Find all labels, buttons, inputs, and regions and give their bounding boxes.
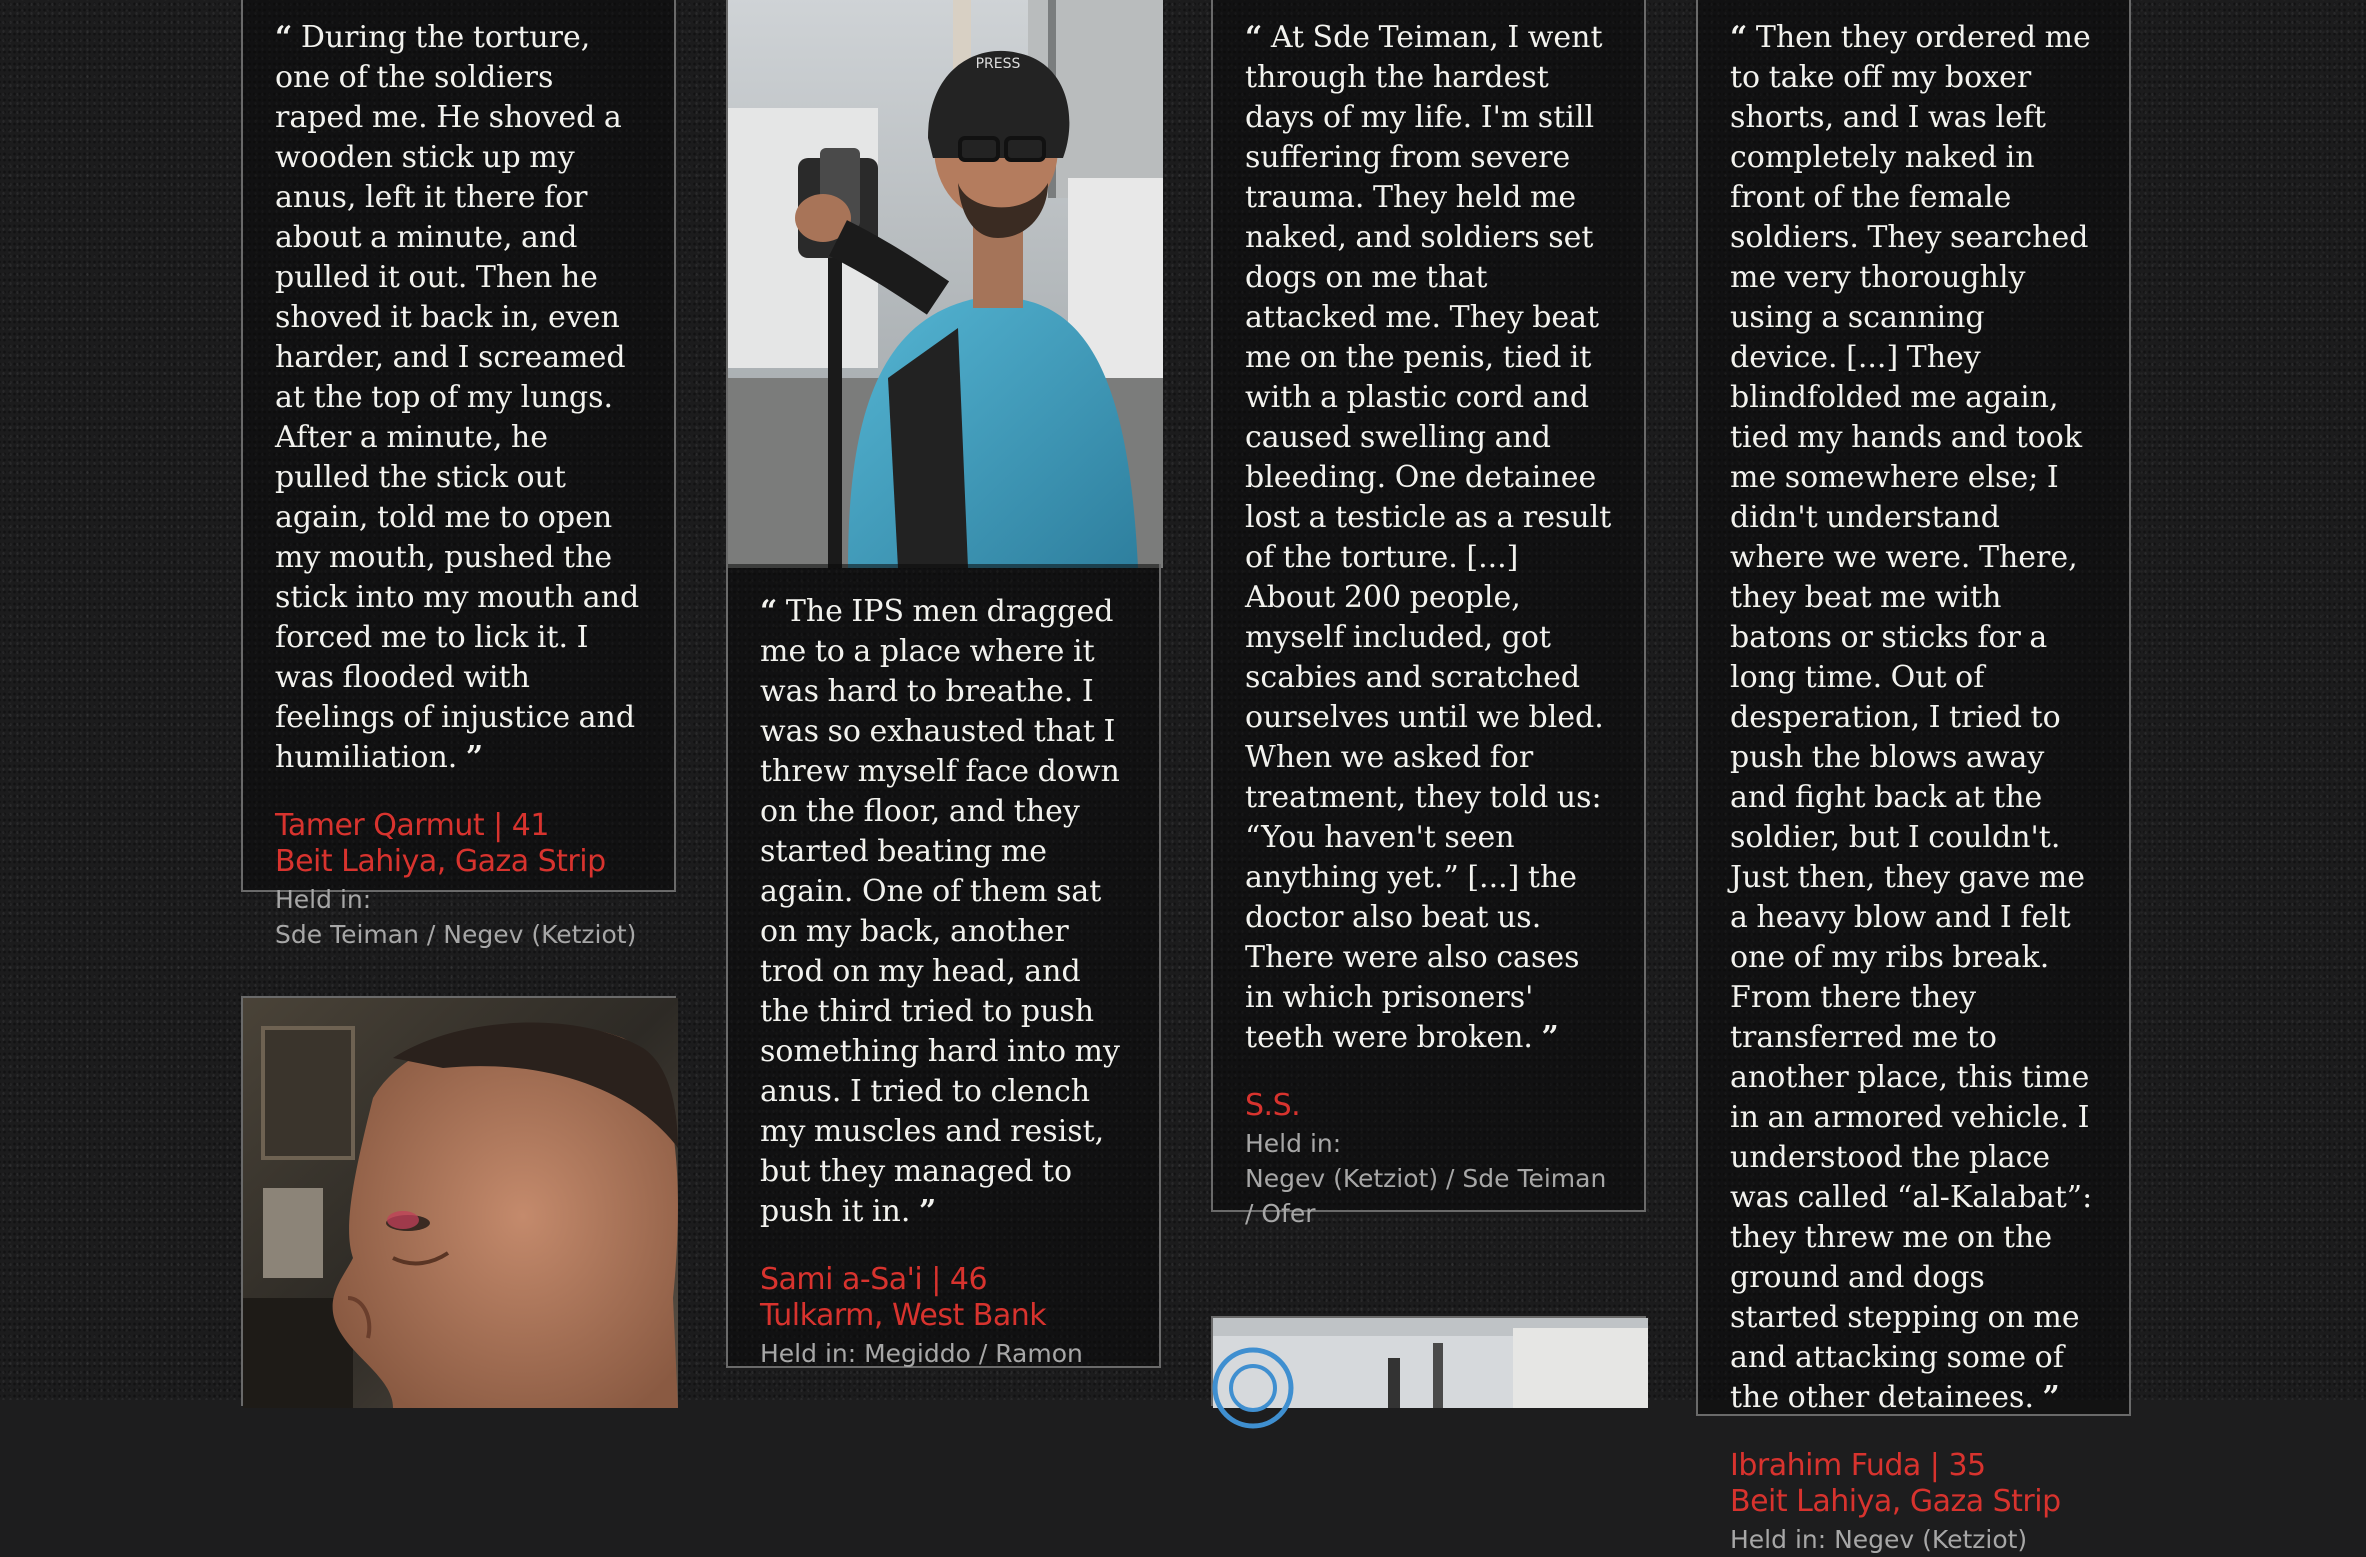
journalist-illustration — [728, 0, 1163, 568]
held-in-facilities: Held in: Negev (Ketziot) — [1730, 1525, 2028, 1554]
testimony-card-sami-a-sai — [726, 564, 1161, 1368]
unrwa-building-photo — [1211, 1316, 1646, 1406]
close-quote-mark: ” — [2042, 1380, 2060, 1415]
testimony-card-ibrahim-fuda — [1696, 0, 2131, 1554]
held-in-label: Held in: — [275, 885, 372, 914]
injured-man-profile-photo — [241, 996, 676, 1406]
testimony-name: Ibrahim Fuda | 35 — [1730, 1448, 1986, 1483]
testimony-quote: “ Then they ordered me to take off my boxer shorts, and I was left completely naked in front of the female soldiers. They searched me very thoroughly using a scanning device. [...] They blindfolded me again, tied my hands and took me somewhere else; I didn't understand where we were. There, they beat me with batons or sticks for a long time. Out of desperation, I tried to push the blows away and fight back at the soldier, but I couldn't. Just then, they gave me a heavy blow and I felt one of my ribs break. From there they transferred me to another place, this time in an armored vehicle. I understood the place was called “al-Kalabat”: they threw me on the ground and dogs started stepping on me and attacking some of the other detainees. ” — [1730, 20, 2093, 1415]
open-quote-mark: “ — [1245, 20, 1263, 55]
open-quote-mark: “ — [1730, 20, 1748, 55]
open-quote-mark: “ — [275, 20, 293, 55]
svg-text:PRESS: PRESS — [975, 56, 1021, 72]
testimony-name: S.S. — [1245, 1088, 1301, 1123]
close-quote-mark: ” — [465, 740, 484, 775]
held-in-facilities: Negev (Ketziot) / Sde Teiman / Ofer — [1245, 1164, 1607, 1228]
testimony-place: Beit Lahiya, Gaza Strip — [275, 844, 606, 879]
journalist-with-camera-photo — [726, 0, 1161, 566]
testimony-name: Sami a-Sa'i | 46 — [760, 1262, 988, 1297]
testimony-place: Tulkarm, West Bank — [760, 1298, 1047, 1333]
testimony-name: Tamer Qarmut | 41 — [275, 808, 549, 843]
open-quote-mark: “ — [760, 594, 778, 629]
testimony-place: Beit Lahiya, Gaza Strip — [1730, 1484, 2061, 1519]
close-quote-mark: ” — [918, 1194, 937, 1229]
held-in-facilities: Held in: Megiddo / Ramon — [760, 1339, 1083, 1368]
testimony-card-tamer-qarmut — [241, 0, 676, 949]
unrwa-illustration — [1213, 1318, 1648, 1408]
testimony-quote: “ The IPS men dragged me to a place where it was hard to breathe. I was so exhausted that I threw myself face down on the floor, and they started beating me again. One of them sat on my back, another trod on my head, and the third tried to push something hard into my anus. I tried to clench my muscles and resist, but they managed to push it in. ” — [760, 594, 1120, 1229]
held-in-facilities: Sde Teiman / Negev (Ketziot) — [275, 920, 637, 949]
held-in-label: Held in: — [1245, 1129, 1342, 1158]
testimony-quote: “ At Sde Teiman, I went through the hardest days of my life. I'm still suffering from severe trauma. They held me naked, and soldiers set dogs on me that attacked me. They beat me on the penis, tied it with a plastic cord and caused swelling and bleeding. One detainee lost a testicle as a result of the torture. [...] About 200 people, myself included, got scabies and scratched ourselves until we bled. When we asked for treatment, they told us: “You haven't seen anything yet.” [...] the doctor also beat us. There were also cases in which prisoners' teeth were broken. ” — [1245, 20, 1612, 1055]
testimony-quote: “ During the torture, one of the soldiers raped me. He shoved a wooden stick up my anus, left it there for about a minute, and pulled it out. Then he shoved it back in, even harder, and I screamed at the top of my lungs. After a minute, he pulled the stick out again, told me to open my mouth, pushed the stick into my mouth and forced me to lick it. I was flooded with feelings of injustice and humiliation. ” — [275, 20, 640, 775]
injured-man-illustration — [243, 998, 678, 1408]
close-quote-mark: ” — [1541, 1020, 1559, 1055]
testimony-card-s-s — [1211, 0, 1646, 1228]
